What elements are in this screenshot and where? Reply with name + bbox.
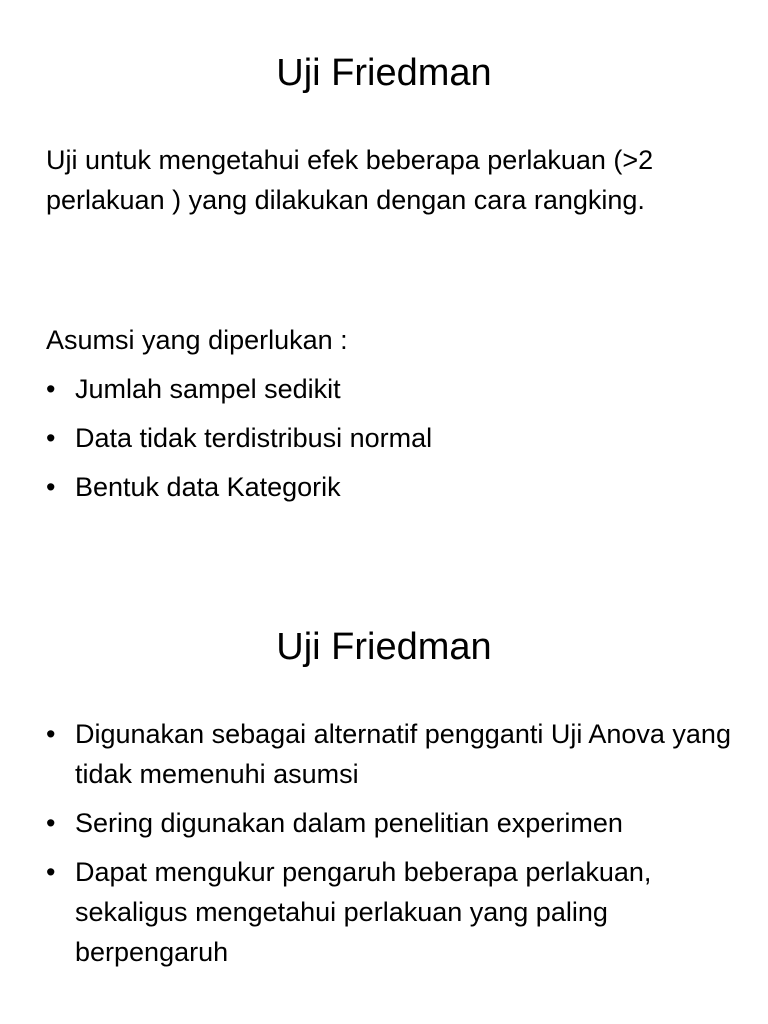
slide-title: Uji Friedman: [276, 626, 492, 668]
list-item-text: Digunakan sebagai alternatif pengganti Uji Anova yang tidak memenuhi asumsi: [75, 719, 731, 789]
list-item: [46, 714, 736, 794]
bullet-icon: •: [46, 808, 56, 838]
bullet-icon: •: [46, 472, 56, 502]
bullet-icon: •: [46, 423, 56, 453]
list-item-text: Dapat mengukur pengaruh beberapa perlakuan, sekaligus mengetahui perlakuan yang paling berpengaruh: [75, 857, 652, 967]
list-item: [46, 803, 736, 843]
list-item-text: Jumlah sampel sedikit: [75, 374, 341, 404]
assumption-label: Asumsi yang diperlukan :: [46, 325, 348, 355]
list-item-text: Data tidak terdistribusi normal: [75, 423, 433, 453]
bullet-icon: •: [46, 719, 56, 749]
bullet-icon: •: [46, 857, 56, 887]
list-item-text: Sering digunakan dalam penelitian experimen: [75, 808, 623, 838]
slide-title: Uji Friedman: [276, 52, 492, 94]
list-item: [46, 852, 736, 972]
assumption-list: [46, 369, 736, 516]
intro-paragraph: Uji untuk mengetahui efek beberapa perlakuan (>2 perlakuan ) yang dilakukan dengan cara rangking.: [46, 145, 654, 215]
bullet-icon: •: [46, 374, 56, 404]
list-item: [46, 467, 736, 507]
list-item-text: Bentuk data Kategorik: [75, 472, 341, 502]
slide-2: [0, 596, 768, 1024]
usage-list: [46, 714, 736, 981]
list-item: [46, 418, 736, 458]
list-item: [46, 369, 736, 409]
